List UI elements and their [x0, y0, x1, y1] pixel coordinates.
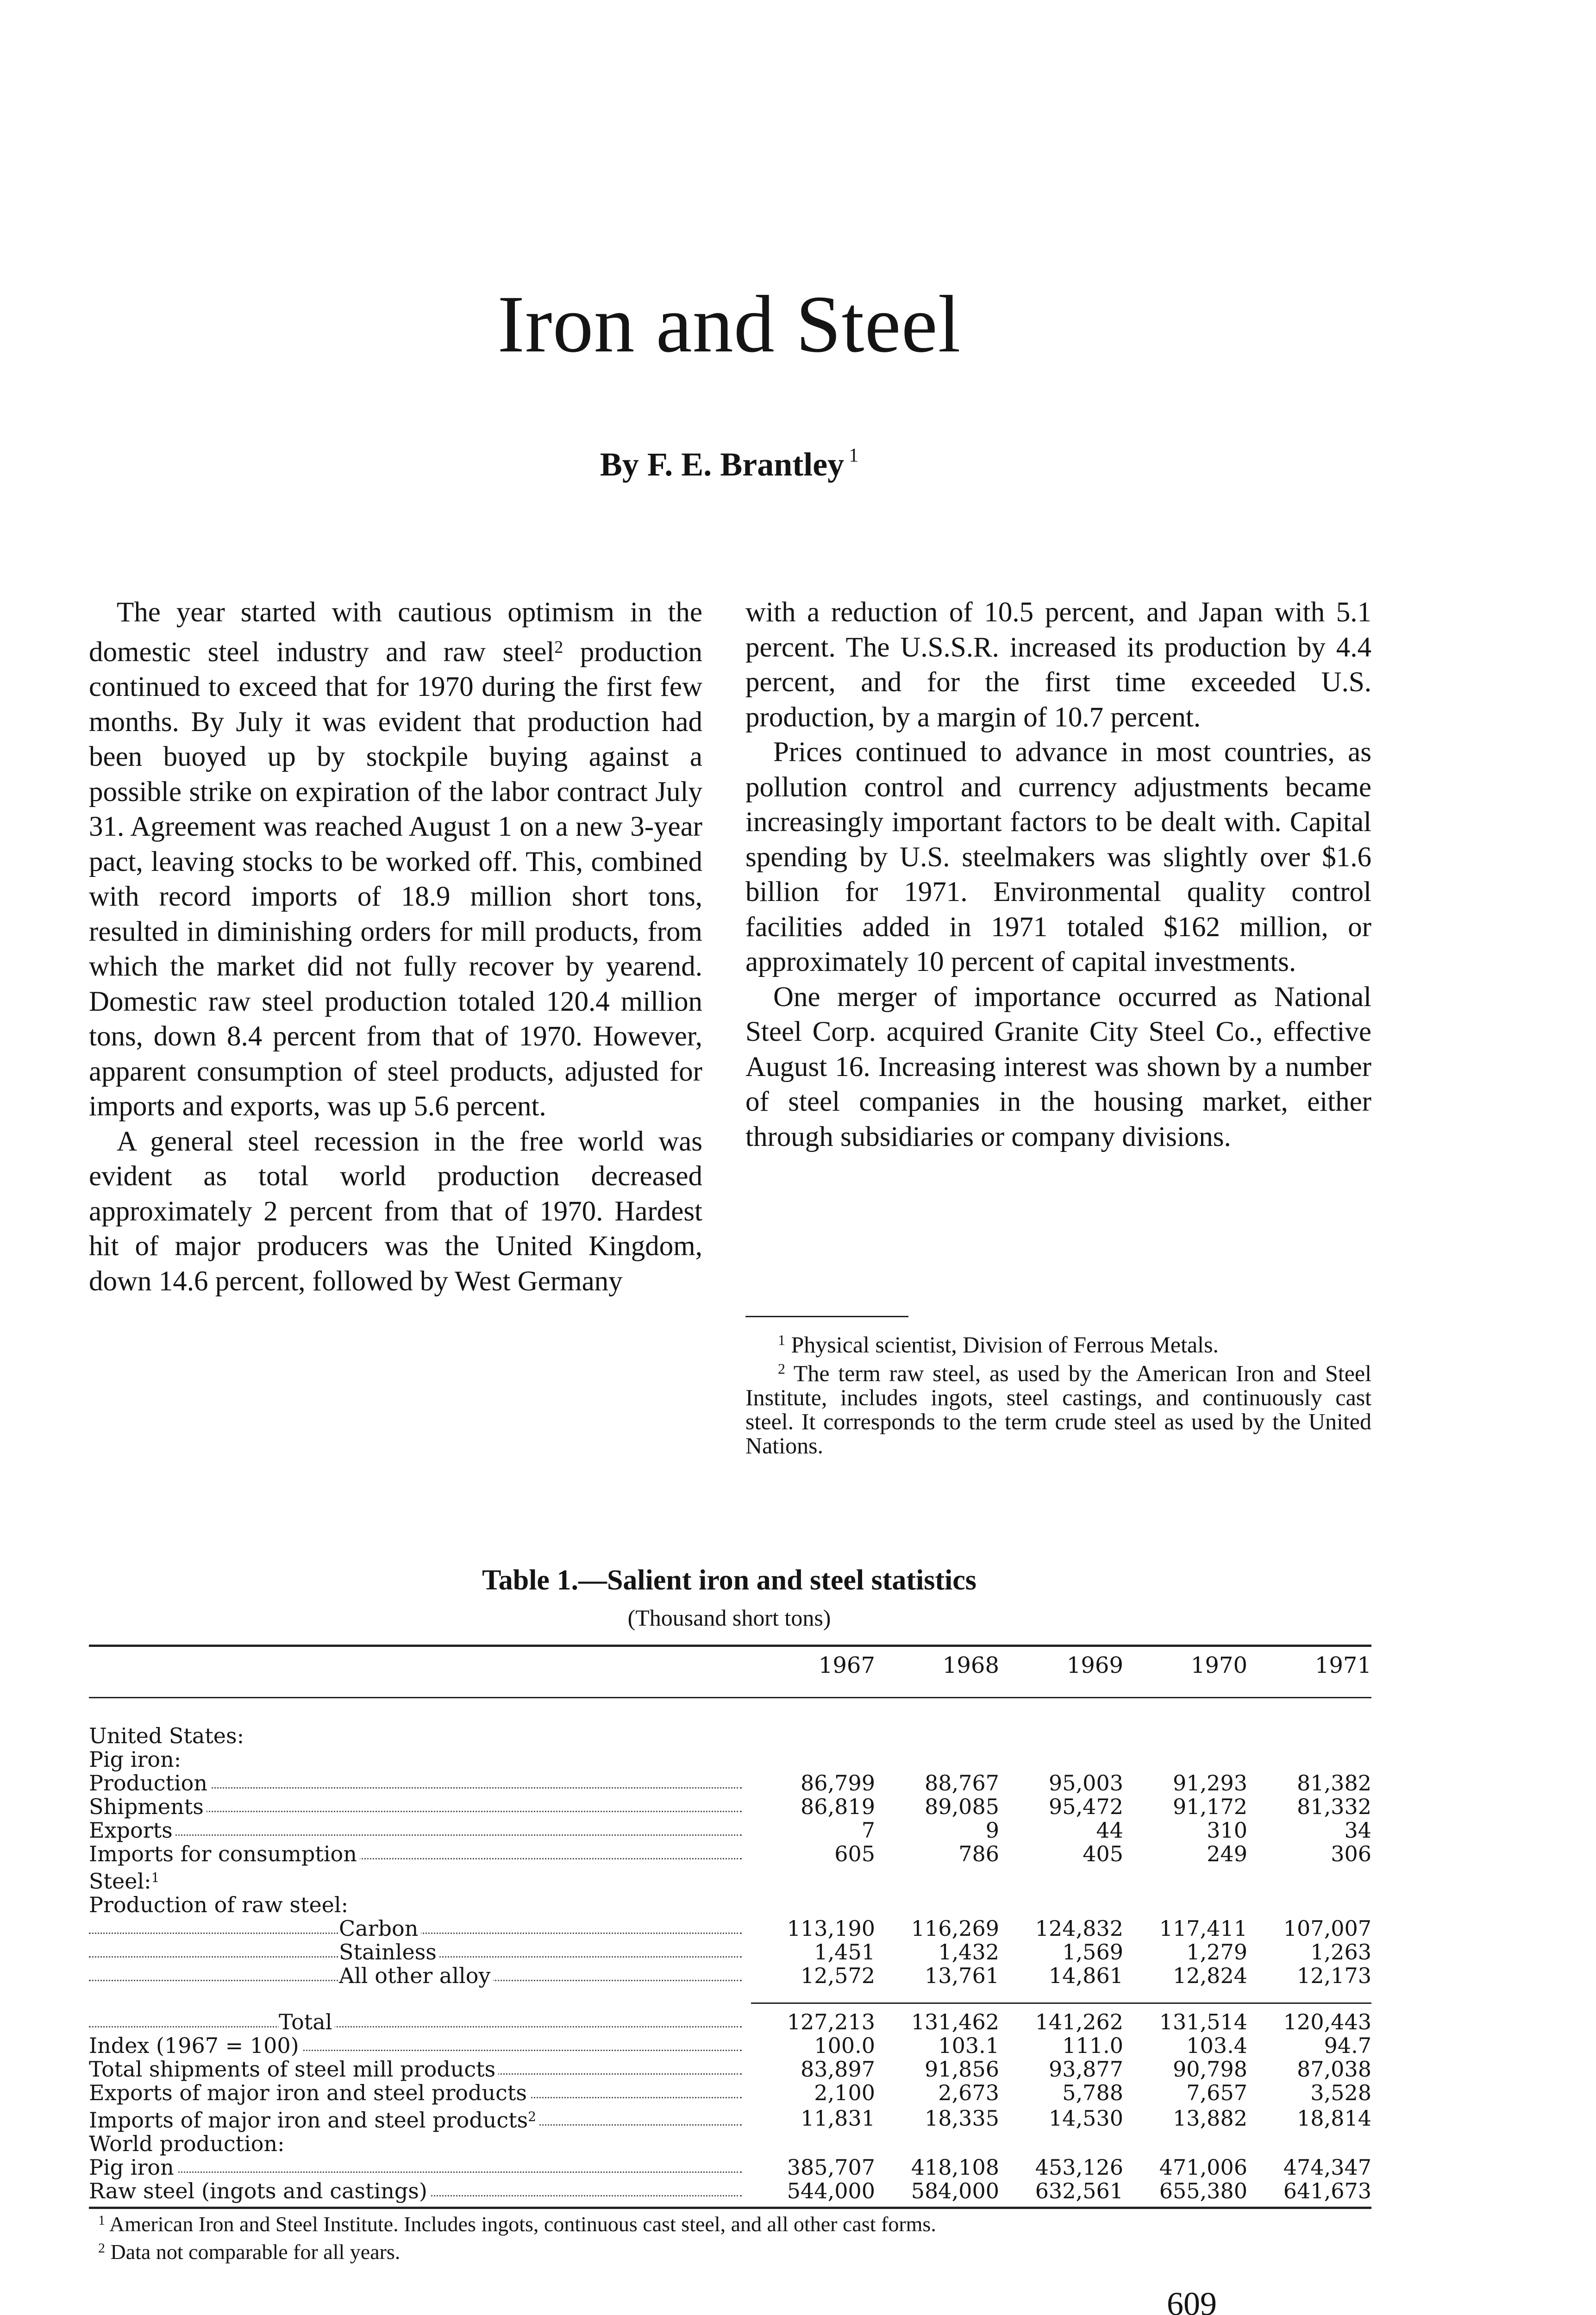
paragraph: Prices continued to advance in most countries, as pollution control and currency adjustments became increasingly important factors to be dealt with. Capital spending by U.S. steelmakers was slightly over $1.6 billion for 1971. Environmental quality control facilities added in 1971 totaled $162 million, or approximately 10 percent of capital investments.: [745, 737, 1371, 977]
page-title: Iron and Steel: [497, 279, 961, 369]
row-label: [89, 1869, 162, 1893]
row-label: Index (1967 = 100): [89, 2034, 302, 2058]
table-cell: 641,673: [1283, 2178, 1371, 2203]
author-byline: [0, 444, 1458, 484]
table-footnote: [89, 2236, 1371, 2264]
table-cell: 5,788: [1062, 2080, 1123, 2105]
table-cell: 2,673: [938, 2080, 999, 2105]
footnote-divider: [745, 1316, 908, 1317]
table-row: [89, 2105, 1371, 2132]
table-cell: 111.0: [1062, 2033, 1123, 2058]
table-cell: 786: [958, 1841, 999, 1866]
table-cell: 91,293: [1173, 1771, 1247, 1796]
table-cell: 632,561: [1035, 2178, 1123, 2203]
footnote-mark: 2: [554, 637, 563, 657]
header-year: 1967: [818, 1652, 875, 1678]
table-cell: 141,262: [1035, 2009, 1123, 2034]
right-column: [745, 595, 1371, 1154]
table-cell: 1,432: [938, 1940, 999, 1965]
row-label: Production: [89, 1771, 210, 1795]
table-cell: 91,856: [925, 2057, 999, 2082]
page-number: 609: [1167, 2285, 1217, 2315]
table-cell: 34: [1344, 1818, 1371, 1843]
footnote-text: Data not comparable for all years.: [110, 2240, 401, 2264]
paragraph-text: production continued to exceed that for 1970 during the first few months. By July it was evident that production had been buoyed up by stockpile buying against a possible strike on expiration of the labor contract July 31. Agreement was reached August 1 on a new 3-year pact, leaving stocks to be worked off. This, combined with record imports of 18.9 million short tons, resulted in diminishing orders for mill products, from which the market did not fully recover by yearend. Domestic raw steel production totaled 120.4 million tons, down 8.4 percent from that of 1970. However, apparent consumption of steel products, adjusted for imports and exports, was up 5.6 percent.: [89, 636, 702, 1122]
table-cell: 12,824: [1173, 1963, 1247, 1988]
table-cell: 544,000: [787, 2178, 875, 2203]
statistics-table: [89, 1645, 1371, 2209]
table-row: [89, 1795, 1371, 1819]
footnote-mark: 2: [528, 2109, 537, 2124]
table-cell: 12,572: [801, 1963, 875, 1988]
table-cell: 89,085: [925, 1794, 999, 1819]
table-cell: 11,831: [801, 2106, 875, 2131]
table-cell: 306: [1331, 1841, 1371, 1866]
table-cell: 116,269: [911, 1916, 999, 1941]
row-label: [89, 2108, 539, 2132]
table-subtitle: (Thousand short tons): [627, 1605, 831, 1631]
table-cell: 120,443: [1283, 2009, 1371, 2034]
table-cell: 655,380: [1159, 2178, 1247, 2203]
table-cell: 83,897: [801, 2057, 875, 2082]
table-cell: 385,707: [787, 2155, 875, 2180]
table-cell: 584,000: [911, 2178, 999, 2203]
row-label: United States:: [89, 1724, 247, 1748]
table-cell: 81,332: [1297, 1794, 1371, 1819]
table-cell: 93,877: [1049, 2057, 1123, 2082]
footnote-mark: 1: [151, 1870, 160, 1885]
row-label: Production of raw steel:: [89, 1893, 351, 1917]
table-cell: 88,767: [925, 1771, 999, 1796]
row-label: Stainless: [339, 1940, 439, 1964]
table-cell: 14,861: [1049, 1963, 1123, 1988]
paragraph: A general steel recession in the free world was evident as total world production decreased approximately 2 percent from that of 1970. Hardest hit of major producers was the United Kingdom, down 14.6 percent, followed by West Germany: [89, 1126, 702, 1297]
table-cell: 127,213: [787, 2009, 875, 2034]
paragraph: with a reduction of 10.5 percent, and Japan with 5.1 percent. The U.S.S.R. increased its production by 4.4 percent, and for the first time exceeded U.S. production, by a margin of 10.7 percent.: [745, 597, 1371, 733]
table-cell: 1,263: [1310, 1940, 1371, 1965]
table-cell: 86,799: [801, 1771, 875, 1796]
paragraph-text: The year started with cautious optimism in the domestic steel industry and raw steel: [89, 597, 702, 668]
table-cell: 3,528: [1310, 2080, 1371, 2105]
table-cell: 1,279: [1186, 1940, 1247, 1965]
table-cell: 91,172: [1173, 1794, 1247, 1819]
footnote-text: Physical scientist, Division of Ferrous Metals.: [791, 1332, 1219, 1358]
table-cell: 107,007: [1283, 1916, 1371, 1941]
table-row: [89, 1842, 1371, 1866]
row-label: Imports for consumption: [89, 1842, 360, 1866]
row-label: Total shipments of steel mill products: [89, 2058, 498, 2081]
table-cell: 103.4: [1186, 2033, 1247, 2058]
table-row: [89, 2132, 1371, 2156]
footnote-mark: 2: [778, 1360, 785, 1377]
table-cell: 2,100: [814, 2080, 875, 2105]
table-row: [89, 2081, 1371, 2105]
footnote: [745, 1357, 1371, 1458]
table-cell: 249: [1207, 1841, 1247, 1866]
table-row: [89, 1917, 1371, 1940]
row-label: Exports of major iron and steel products: [89, 2081, 530, 2105]
table-footnote: [89, 2209, 1371, 2236]
footnotes: [745, 1328, 1371, 1458]
row-label: Exports: [89, 1819, 175, 1842]
table-cell: 18,335: [925, 2106, 999, 2131]
header-year: 1968: [942, 1652, 999, 1678]
footnote: [745, 1328, 1371, 1357]
table-cell: 1,451: [814, 1940, 875, 1965]
table-row: [89, 1893, 1371, 1917]
table-row: [89, 1748, 1371, 1771]
table-row: [89, 1964, 1371, 1988]
table-cell: 100.0: [814, 2033, 875, 2058]
table-cell: 12,173: [1297, 1963, 1371, 1988]
footnote-mark: 2: [98, 2240, 105, 2256]
table-cell: 1,569: [1062, 1940, 1123, 1965]
table-cell: 9: [985, 1818, 999, 1843]
table-cell: 7: [861, 1818, 875, 1843]
table-cell: 81,382: [1297, 1771, 1371, 1796]
footnote-text: The term raw steel, as used by the American Iron and Steel Institute, includes ingots, steel castings, and continuously cast steel. It corresponds to the term crude steel as used by the United Nations.: [745, 1360, 1371, 1458]
table-cell: 113,190: [787, 1916, 875, 1941]
table-cell: 13,882: [1173, 2106, 1247, 2131]
table-rule-header: [89, 1697, 1371, 1698]
table-row: [89, 1771, 1371, 1795]
table-cell: 94.7: [1324, 2033, 1371, 2058]
footnote-mark: 1: [778, 1332, 785, 1348]
row-label: Carbon: [339, 1917, 421, 1940]
table-cell: 418,108: [911, 2155, 999, 2180]
footnote-text: American Iron and Steel Institute. Includes ingots, continuous cast steel, and all other cast forms.: [109, 2212, 936, 2236]
table-cell: 95,003: [1049, 1771, 1123, 1796]
row-label-text: Steel:: [89, 1869, 151, 1893]
row-label: Total: [279, 2010, 335, 2034]
table-row: [89, 2058, 1371, 2081]
row-label: Raw steel (ingots and castings): [89, 2179, 430, 2203]
table-cell: 453,126: [1035, 2155, 1123, 2180]
table-cell: 131,514: [1159, 2009, 1247, 2034]
table-cell: 14,530: [1049, 2106, 1123, 2131]
table-row: [89, 2156, 1371, 2179]
row-label: Shipments: [89, 1795, 207, 1819]
table-cell: 471,006: [1159, 2155, 1247, 2180]
table-cell: 103.1: [938, 2033, 999, 2058]
table-row: [89, 1724, 1371, 1748]
table-cell: 310: [1207, 1818, 1247, 1843]
table-cell: 90,798: [1173, 2057, 1247, 2082]
row-label: Pig iron: [89, 2156, 177, 2179]
table-cell: 44: [1096, 1818, 1123, 1843]
table-cell: 117,411: [1159, 1916, 1247, 1941]
table-row: [89, 1819, 1371, 1842]
table-cell: 86,819: [801, 1794, 875, 1819]
table-cell: 13,761: [925, 1963, 999, 1988]
header-year: 1969: [1066, 1652, 1123, 1678]
table-cell: 7,657: [1186, 2080, 1247, 2105]
table-cell: 131,462: [911, 2009, 999, 2034]
table-cell: 605: [834, 1841, 875, 1866]
table-cell: 405: [1083, 1841, 1123, 1866]
paragraph: [89, 595, 702, 1124]
table-header-row: [89, 1647, 1371, 1686]
header-blank: [89, 1647, 751, 1686]
left-column: [89, 595, 702, 1299]
row-label: All other alloy: [339, 1964, 493, 1988]
paragraph: One merger of importance occurred as National Steel Corp. acquired Granite City Steel Co., effective August 16. Increasing interest was shown by a number of steel companies in the housing market, either through subsidiaries or company divisions.: [745, 981, 1371, 1152]
table-cell: 474,347: [1283, 2155, 1371, 2180]
table-cell: 18,814: [1297, 2106, 1371, 2131]
row-label-text: Imports of major iron and steel products: [89, 2108, 528, 2132]
table-row: [89, 2010, 1371, 2034]
header-year: 1971: [1314, 1652, 1371, 1678]
header-year: 1970: [1190, 1652, 1247, 1678]
table-row: [89, 2034, 1371, 2058]
table-cell: 95,472: [1049, 1794, 1123, 1819]
author-note-mark: 1: [849, 445, 859, 466]
statistics-grid: [89, 1647, 1371, 2203]
table-row: [89, 1940, 1371, 1964]
table-cell: 87,038: [1297, 2057, 1371, 2082]
table-title: Table 1.—Salient iron and steel statistics: [482, 1564, 976, 1596]
table-cell: 124,832: [1035, 1916, 1123, 1941]
footnote-mark: 1: [98, 2213, 105, 2228]
author-name: By F. E. Brantley: [600, 446, 845, 483]
row-label: Pig iron:: [89, 1748, 184, 1771]
table-row: [89, 1866, 1371, 1893]
row-label: World production:: [89, 2132, 288, 2156]
table-footnotes: [89, 2209, 1371, 2264]
table-row: [89, 2179, 1371, 2203]
